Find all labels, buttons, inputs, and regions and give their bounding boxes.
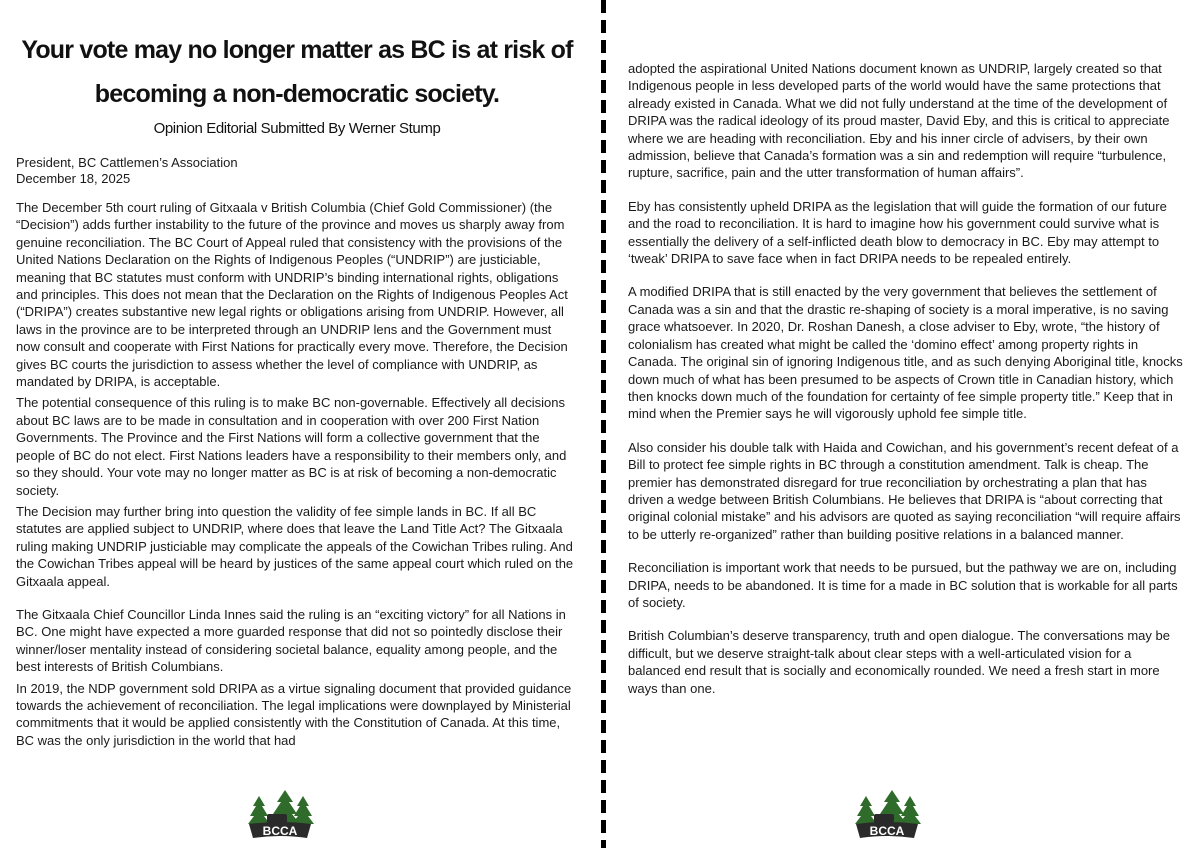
author-meta xyxy=(16,155,578,187)
article-date: December 18, 2025 xyxy=(16,171,131,186)
paragraph: A modified DRIPA that is still enacted by the very government that believes the settlement of Canada was a sin and that the drastic re-shaping of society is a moral imperative, is no saving grace whatsoever. In 2020, Dr. Roshan Danesh, a close adviser to Eby, wrote, “the history of colonialism has created what might be called the ‘domino effect’ among property rights in Canada. The original sin of ignoring Indigenous title, and as such denying Aboriginal title, knocks down much of what has been presumed to be aspects of Crown title in Canadian history, which then knocks down much of the foundation for certainty of fee simple property title.” Keep that in mind when the Premier says he will vigorously uphold fee simple title. xyxy=(628,284,1183,422)
bcca-logo xyxy=(852,784,922,840)
paragraph: The December 5th court ruling of Gitxaala v British Columbia (Chief Gold Commissioner) (the “Decision”) adds further instability to the future of the province and moves us sharply away from genuine reconciliation. The BC Court of Appeal ruled that consistency with the provisions of the United Nations Declaration on the Rights of Indigenous Peoples (“UNDRIP”) are justiciable, meaning that BC statutes must conform with UNDRIP’s binding international rights, obligations and principles. This does not mean that the Declaration on the Rights of Indigenous Peoples Act (“DRIPA”) creates substantive new legal rights or obligations arising from UNDRIP. However, all laws in the province are to be interpreted through an UNDRIP lens and the Government must now consult and cooperate with First Nations for practically every move. Therefore, the Decision gives BC courts the jurisdiction to assess whether the level of compliance with UNDRIP, as mandated by DRIPA, is acceptable. xyxy=(16,200,568,390)
dashed-divider xyxy=(601,0,606,848)
author-role: President, BC Cattlemen’s Association xyxy=(16,155,238,170)
paragraph: Reconciliation is important work that needs to be pursued, but the pathway we are on, including DRIPA, needs to be abandoned. It is time for a made in BC solution that is workable for all parts of society. xyxy=(628,560,1178,610)
paragraph: adopted the aspirational United Nations document known as UNDRIP, largely created so that Indigenous people in less developed parts of the world would have the same protections that already existed in Canada. What we did not fully understand at the time of the development of DRIPA was the radical ideology of its proud master, David Eby, and this is critical to appreciate where we are heading with reconciliation. Eby and his inner circle of advisers, by their own admission, believe that Canada’s formation was a sin and redemption will require “turbulence, rupture, sacrifice, pain and the utter transformation of human affairs”. xyxy=(628,61,1170,181)
paragraph: The Gitxaala Chief Councillor Linda Innes said the ruling is an “exciting victory” for all Nations in BC. One might have expected a more guarded response that did not so pointedly disclose their winner/loser mentality instead of considering societal balance, equality among people, and the best interests of British Columbians. xyxy=(16,606,566,675)
paragraph: In 2019, the NDP government sold DRIPA as a virtue signaling document that provided guidance towards the achievement of reconciliation. The legal implications were downplayed by Ministerial commitments that it would be applied consistently with the Constitution of Canada. At this time, BC was the only jurisdiction in the world that had xyxy=(16,680,572,748)
paragraph: British Columbian’s deserve transparency, truth and open dialogue. The conversations may be difficult, but we deserve straight-talk about clear steps with a well-articulated vision for a balanced end result that is socially and economically rounded. We need a fresh start in more ways than one. xyxy=(628,628,1170,696)
bcca-logo xyxy=(245,784,315,840)
logo-text: BCCA xyxy=(869,824,905,838)
article-subtitle: Opinion Editorial Submitted By Werner Stump xyxy=(153,120,441,137)
paragraph: Eby has consistently upheld DRIPA as the legislation that will guide the formation of our future and the road to reconciliation. It is hard to imagine how his government could survive what is essentially the delivery of a self-inflicted death blow to democracy in BC. Eby may attempt to ‘tweak’ DRIPA to save face when in fact DRIPA needs to be repealed entirely. xyxy=(628,198,1167,267)
article-title: Your vote may no longer matter as BC is at risk of becoming a non-democratic society. xyxy=(21,36,573,108)
paragraph: Also consider his double talk with Haida and Cowichan, and his government’s recent defeat of a Bill to protect fee simple rights in BC through a constitution amendment. Talk is cheap. The premier has demonstrated disregard for true reconciliation by orchestrating a plan that has driven a wedge between British Columbians. He believes that DRIPA is “about correcting that original colonial mistake” and his advisors are quoted as saying reconciliation “will require affairs to be utterly re-organized” rather than building positive relations in a balanced manner. xyxy=(628,439,1181,542)
logo-text: BCCA xyxy=(262,824,298,838)
right-column xyxy=(608,0,1199,848)
paragraph: The Decision may further bring into question the validity of fee simple lands in BC. If all BC statutes are applied subject to UNDRIP, where does that leave the Land Title Act? The Gitxaala ruling making UNDRIP justiciable may complicate the appeals of the Cowichan Tribes ruling. And the Cowichan Tribes appeal will be heard by justices of the same appeal court which ruled on the Gitxaala appeal. xyxy=(16,503,574,589)
paragraph: The potential consequence of this ruling is to make BC non-governable. Effectively all decisions about BC laws are to be made in consultation and in cooperation with over 200 First Nation Governments. The Province and the First Nations will form a collective government that the people of BC do not elect. First Nations leaders have a responsibility to their members only, and so they should. Your vote may no longer matter as BC is at risk of becoming a non-democratic society. xyxy=(16,395,567,498)
